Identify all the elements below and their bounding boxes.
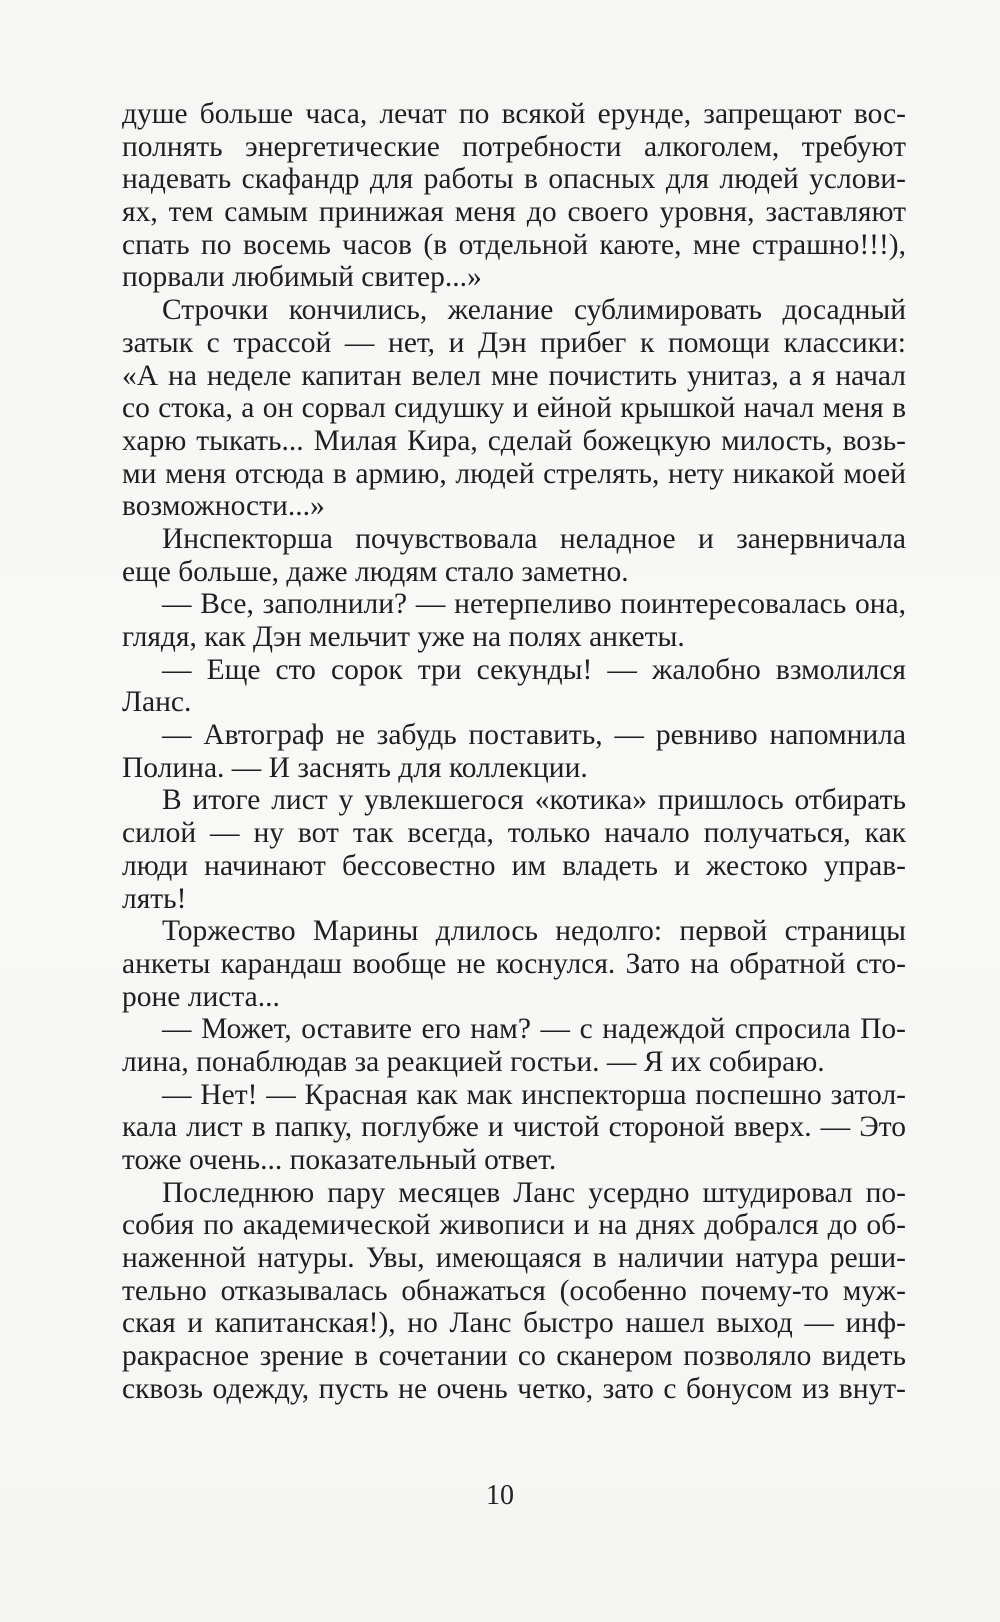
text-line: со стока, а он сорвал сидушку и ейной крышкой начал меня в xyxy=(122,392,906,425)
text-line: — Автограф не забудь поставить, — ревниво напомнила xyxy=(162,719,906,752)
text-line: возможности...» xyxy=(122,490,325,523)
text-line: ях, тем самым принижая меня до своего уровня, заставляют xyxy=(122,196,906,229)
text-line: полнять энергетические потребности алкоголем, требуют xyxy=(122,130,906,163)
text-line: ская и капитанская!), но Ланс быстро нашел выход — инф- xyxy=(122,1307,906,1340)
page-number: 10 xyxy=(486,1480,514,1511)
text-line: тельно отказывалась обнажаться (особенно почему-то муж- xyxy=(122,1274,906,1307)
text-line: душе больше часа, лечат по всякой ерунде, запрещают вос- xyxy=(122,98,906,130)
text-line: Торжество Марины длилось недолго: первой страницы xyxy=(162,915,906,948)
text-line: Ланс. xyxy=(122,686,192,719)
text-line: порвали любимый свитер...» xyxy=(122,261,482,294)
text-line: наженной натуры. Увы, имеющаяся в наличии натура реши- xyxy=(122,1242,906,1275)
text-line: роне листа... xyxy=(122,980,280,1013)
text-line: собия по академической живописи и на днях добрался до об- xyxy=(122,1209,906,1242)
text-line: надевать скафандр для работы в опасных для людей услови- xyxy=(122,163,906,196)
text-line: Полина. — И заснять для коллекции. xyxy=(122,751,588,784)
text-line: Инспекторша почувствовала неладное и занервничала xyxy=(162,522,906,555)
text-line: В итоге лист у увлекшегося «котика» пришлось отбирать xyxy=(162,784,906,817)
text-line: спать по восемь часов (в отдельной каюте, мне страшно!!!), xyxy=(122,228,906,261)
text-line: затык с трассой — нет, и Дэн прибег к помощи классики: xyxy=(122,326,906,359)
text-line: тоже очень... показательный ответ. xyxy=(122,1144,557,1176)
text-line: лять! xyxy=(122,882,187,915)
text-line: сквозь одежду, пусть не очень четко, зато с бонусом из внут- xyxy=(122,1372,906,1405)
text-line: харю тыкать... Милая Кира, сделай божецкую милость, возь- xyxy=(122,424,906,457)
text-line: еще больше, даже людям стало заметно. xyxy=(122,555,629,588)
text-line: анкеты карандаш вообще не коснулся. Зато на обратной сто- xyxy=(122,947,906,980)
text-line: силой — ну вот так всегда, только начало получаться, как xyxy=(122,817,906,850)
text-line: ми меня отсюда в армию, людей стрелять, нету никакой моей xyxy=(122,457,906,490)
text-line: кала лист в папку, поглубже и чистой стороной вверх. — Это xyxy=(122,1111,906,1144)
body-text xyxy=(122,98,906,1406)
text-line: — Нет! — Красная как мак инспекторша поспешно затол- xyxy=(162,1078,906,1111)
text-line: «А на неделе капитан велел мне почистить унитаз, а я начал xyxy=(122,359,906,392)
text-line: — Может, оставите его нам? — с надеждой спросила По- xyxy=(162,1013,906,1046)
text-line: люди начинают бессовестно им владеть и жестоко управ- xyxy=(122,849,906,882)
text-line: Строчки кончились, желание сублимировать досадный xyxy=(162,294,906,327)
text-line: Последнюю пару месяцев Ланс усердно штудировал по- xyxy=(162,1176,906,1209)
text-line: лина, понаблюдав за реакцией гостьи. — Я их собираю. xyxy=(122,1045,825,1078)
text-line: глядя, как Дэн мельчит уже на полях анкеты. xyxy=(122,621,685,653)
text-line: — Все, заполнили? — нетерпеливо поинтересовалась она, xyxy=(162,588,906,621)
text-line: — Еще сто сорок три секунды! — жалобно взмолился xyxy=(162,653,906,686)
text-line: ракрасное зрение в сочетании со сканером позволяло видеть xyxy=(122,1340,906,1373)
